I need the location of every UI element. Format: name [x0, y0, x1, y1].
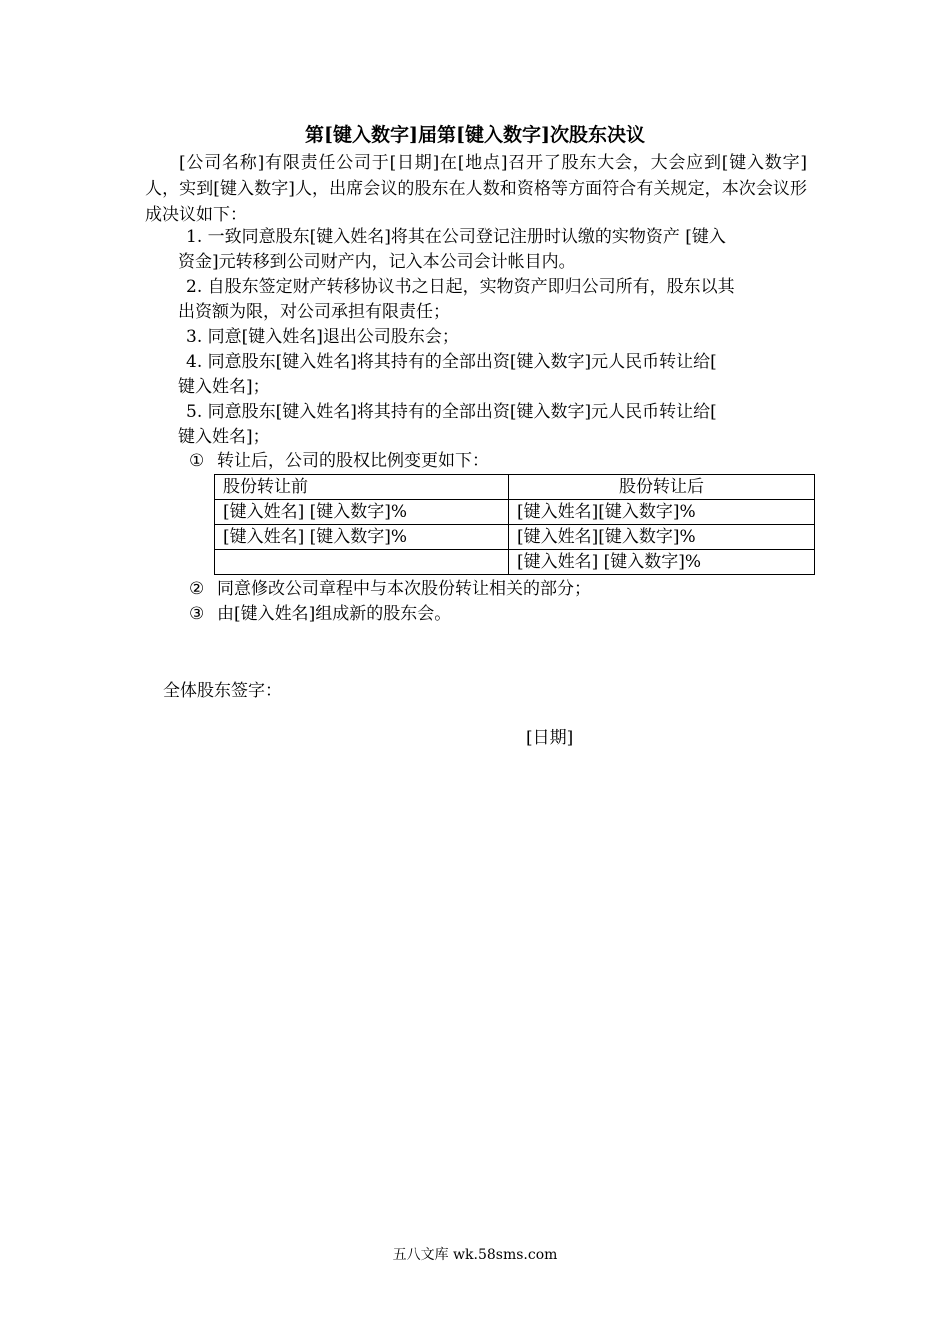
- table-header-before: 股份转让前: [215, 475, 509, 500]
- resolution-item-line: 1. 一致同意股东[键入姓名]将其在公司登记注册时认缴的实物资产 [键入: [186, 227, 726, 247]
- sub-item-text: 转让后，公司的股权比例变更如下：: [217, 451, 489, 471]
- table-cell: [键入姓名][键入数字]%: [509, 500, 815, 525]
- resolution-item-line: 键入姓名]；: [178, 377, 270, 397]
- sub-item: [189, 449, 489, 474]
- table-cell: [215, 550, 509, 575]
- resolution-item: [178, 400, 808, 450]
- table-cell: [键入姓名] [键入数字]%: [509, 550, 815, 575]
- date-placeholder: [日期]: [526, 728, 574, 748]
- resolution-item-line: 3. 同意[键入姓名]退出公司股东会；: [186, 327, 459, 347]
- resolution-item-line: 资金]元转移到公司财产内，记入本公司会计帐目内。: [178, 252, 576, 272]
- table-row: [215, 550, 815, 575]
- resolution-item-line: 2. 自股东签定财产转移协议书之日起，实物资产即归公司所有，股东以其: [186, 277, 735, 297]
- resolution-item-line: 5. 同意股东[键入姓名]将其持有的全部出资[键入数字]元人民币转让给[: [186, 402, 717, 422]
- intro-paragraph: [公司名称]有限责任公司于[日期]在[地点]召开了股东大会，大会应到[键入数字]人，实到[键入数字]人，出席会议的股东在人数和资格等方面符合有关规定，本次会议形成决议如下：: [145, 153, 807, 225]
- resolution-item: [178, 275, 808, 325]
- resolution-item: [178, 350, 808, 400]
- table-cell: [键入姓名] [键入数字]%: [215, 525, 509, 550]
- table-cell: [键入姓名] [键入数字]%: [215, 500, 509, 525]
- table-cell: [键入姓名][键入数字]%: [509, 525, 815, 550]
- table-header-after: 股份转让后: [509, 475, 815, 500]
- signature-label: 全体股东签字：: [163, 681, 282, 701]
- resolution-item-line: 4. 同意股东[键入姓名]将其持有的全部出资[键入数字]元人民币转让给[: [186, 352, 717, 372]
- resolution-item-line: 键入姓名]；: [178, 427, 270, 447]
- table-header-row: [215, 475, 815, 500]
- sub-item-text: 由[键入姓名]组成新的股东会。: [217, 604, 452, 624]
- share-ratio-table: [214, 474, 815, 575]
- sub-item-text: 同意修改公司章程中与本次股份转让相关的部分；: [217, 579, 591, 599]
- sub-item-mark: ①: [189, 451, 205, 471]
- table-row: [215, 525, 815, 550]
- page-footer: 五八文库 wk.58sms.com: [392, 1247, 558, 1263]
- sub-item: [189, 577, 591, 602]
- sub-item-mark: ②: [189, 579, 205, 599]
- document-title: 第[键入数字]届第[键入数字]次股东决议: [305, 124, 645, 146]
- resolution-item-line: 出资额为限，对公司承担有限责任；: [178, 302, 450, 322]
- resolution-list: [178, 225, 808, 450]
- resolution-item: [178, 325, 808, 350]
- resolution-item: [178, 225, 808, 275]
- table-row: [215, 500, 815, 525]
- sub-item: [189, 602, 451, 627]
- sub-item-mark: ③: [189, 604, 205, 624]
